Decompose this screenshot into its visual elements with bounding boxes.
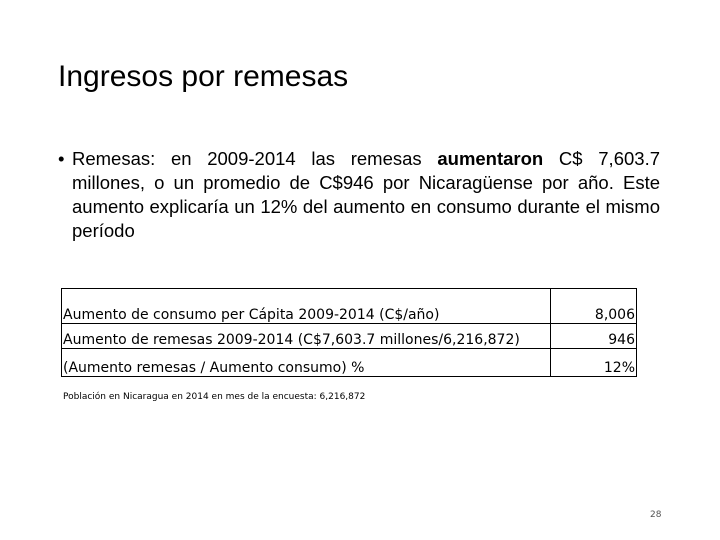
page-number: 28 <box>650 510 662 520</box>
table-row <box>62 289 637 324</box>
table-cell-label: Aumento de remesas 2009-2014 (C$7,603.7 millones/6,216,872) <box>62 324 551 349</box>
bullet-list <box>58 147 660 243</box>
table-cell-value: 12% <box>551 349 637 377</box>
bullet-text-start: Remesas: en 2009-2014 las remesas <box>72 148 438 169</box>
bullet-item <box>58 147 660 243</box>
bullet-mark: • <box>58 148 65 169</box>
summary-table <box>61 288 637 377</box>
table-row <box>62 349 637 377</box>
bullet-text-end: C$ 7,603.7 millones, o un promedio de C$946 por Nicaragüense por año. Este aumento explicaría un 12% del aumento en consumo durante el mismo período <box>72 148 660 241</box>
table-cell-value: 8,006 <box>551 289 637 324</box>
table-cell-value: 946 <box>551 324 637 349</box>
footnote: Población en Nicaragua en 2014 en mes de la encuesta: 6,216,872 <box>63 392 366 402</box>
table-cell-label: (Aumento remesas / Aumento consumo) % <box>62 349 551 377</box>
table-row <box>62 324 637 349</box>
table-cell-label: Aumento de consumo per Cápita 2009-2014 (C$/año) <box>62 289 551 324</box>
bullet-text-bold: aumentaron <box>437 148 544 169</box>
slide-title: Ingresos por remesas <box>58 60 349 93</box>
